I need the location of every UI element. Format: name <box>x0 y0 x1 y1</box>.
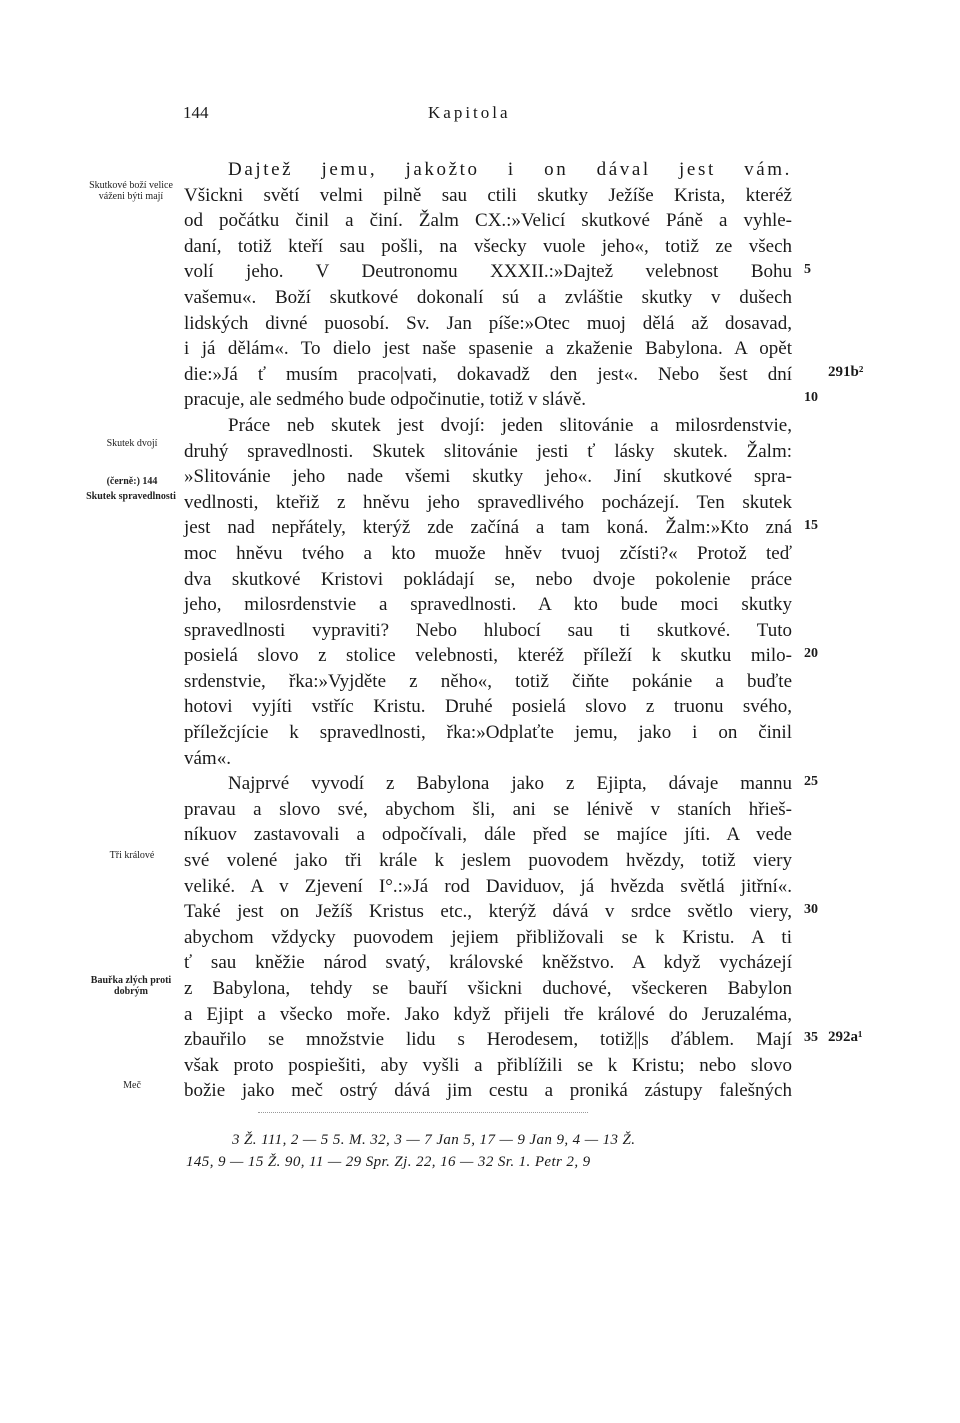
line-number-10: 10 <box>804 390 818 405</box>
line-number-20: 20 <box>804 646 818 661</box>
line-number-15: 15 <box>804 518 818 533</box>
text-line: příležcjície k spravedlnosti, řka:»Odplaťte jemu, jako i on činil <box>184 722 792 744</box>
text-line: i já dělám«. To dielo jest naše spasenie a zkaženie Babylona. A opět <box>184 338 792 360</box>
side-note-sword: Meč <box>123 1080 141 1091</box>
text-line: abychom vždycky puovodem jejiem přibližovali se k Kristu. A ti <box>184 926 792 948</box>
text-line: veliké. A v Zjevení I°.:»Já rod Daviduov, já hvězda světlá jitřní«. <box>184 875 792 897</box>
footnote-line: 3 Ž. 111, 2 — 5 5. M. 32, 3 — 7 Jan 5, 17 — 9 Jan 9, 4 — 13 Ž. <box>232 1132 636 1148</box>
text-line: dva skutkové Kristovi pokládají se, nebo dvoje pokolenie práce <box>184 568 792 590</box>
folio-marker: 291b² <box>828 364 864 380</box>
text-line: vedlnosti, kteřiž z hněvu jeho spravedlivého pocházejí. Ten skutek <box>184 491 792 513</box>
side-note-deed-of-justice: Skutek spravedlnosti <box>86 491 176 502</box>
text-line: volí jeho. V Deutronomu XXXII.:»Dajtež velebnost Bohu <box>184 261 792 283</box>
text-line: od počátku činil a činí. Žalm CX.:»Velicí skutkové Páně a vyhle- <box>184 210 792 232</box>
text-line: jest nad nepřátely, kterýž zde začíná a tam koná. Žalm:»Kto zná <box>184 517 792 539</box>
side-note-three-kings: Tři králové <box>109 850 155 861</box>
text-line: ť sau kněžie národ svatý, královské kněžstvo. A když vycházejí <box>184 952 792 974</box>
text-line: a Ejipt a všecko moře. Jako když přijeli tře králové do Jeruzaléma, <box>184 1003 792 1025</box>
text-line: zbauřilo se množstvie lidu s Herodesem, totiž||s ďáblem. Mají <box>184 1029 792 1051</box>
text-line: Také jest on Ježíš Kristus etc., kterýž dává v srdce světlo viery, <box>184 901 792 923</box>
text-line: Práce neb skutek jest dvojí: jeden slitovánie a milosrdenstvie, <box>228 414 792 436</box>
text-line: své volené jako tři krále k jeslem puovodem hvězdy, totiž viery <box>184 850 792 872</box>
side-note-storm-of-wicked: Bauřka zlých proti dobrým <box>90 975 172 997</box>
main-text <box>184 157 792 1104</box>
text-line: Všickni světí velmi pilně sau ctili skutky Ježíše Krista, kteréž <box>184 184 792 206</box>
line-number-30: 30 <box>804 902 818 917</box>
text-line: vám«. <box>184 747 231 769</box>
text-line: die:»Já ť musím praco|vati, dokavadž den jest«. Nebo šest dní <box>184 363 792 385</box>
text-line: lidských divné puosobí. Sv. Jan píše:»Otec muoj dělá až dosavad, <box>184 312 792 334</box>
text-line: druhý spravedlnosti. Skutek slitovánie jesti ť lásky skutek. Žalm: <box>184 440 792 462</box>
text-line: níkuov zastavovali a odpočívali, dále před se majíce jíti. A vede <box>184 824 792 846</box>
text-line: pracuje, ale sedmého bude odpočinutie, totiž v slávě. <box>184 389 587 411</box>
text-line: hotovi vyjíti vstříc Kristu. Druhé posielá slovo z truonu svého, <box>184 696 792 718</box>
text-line: Najprvé vyvodí z Babylona jako z Ejipta, dávaje mannu <box>228 773 792 795</box>
text-line: posielá slovo z stolice velebnosti, kteréž přílеží k skutku milo- <box>184 645 792 667</box>
text-line: Dajtež jemu, jakožto i on dával jest vám. <box>228 159 792 180</box>
text-line: pravau a slovo své, abychom šli, ani se lénivě v staních hřieš- <box>184 798 792 820</box>
side-note-black-ref: (černě:) 144 <box>106 476 158 487</box>
text-line: spravedlnosti vypraviti? Nebo hlubocí sau ti skutkové. Tuto <box>184 619 792 641</box>
page-number: 144 <box>183 103 209 122</box>
text-line: srdenstvie, řka:»Vyjděte z něho«, totiž čiňte pokánie a buďte <box>184 670 792 692</box>
line-number-25: 25 <box>804 774 818 789</box>
text-line: však proto pospiešiti, aby vyšli a přiblížili se k Kristu; nebo slovo <box>184 1054 792 1076</box>
text-line: »Slitovánie jeho nade všemi skutky jeho«. Jiní skutkové spra- <box>184 466 792 488</box>
text-line: jeho, milosrdenstvie a spravedlnosti. A kto bude moci skutky <box>184 594 792 616</box>
text-line: z Babylona, tehdy se bauří všickni duchové, všeckeren Babylon <box>184 978 792 999</box>
text-line: vašemu«. Boží skutkové dokonalí sú a zvláštie skutky v dušech <box>184 286 792 308</box>
side-note-deeds-valued: Skutkové boží velice váženi býti mají <box>89 180 173 202</box>
line-number-35: 35 <box>804 1030 818 1045</box>
footnote-line: 145, 9 — 15 Ž. 90, 11 — 29 Spr. Zj. 22, 16 — 32 Sr. 1. Petr 2, 9 <box>186 1154 591 1170</box>
text-line: božie jako meč ostrý dává jim cestu a proniká zástupy falešných <box>184 1080 792 1102</box>
running-head: Kapitola <box>428 103 511 122</box>
side-note-twofold-deed: Skutek dvojí <box>106 438 158 449</box>
text-line: moc hněvu tvého a kto muože hněv tvuoj zčísti?« Protož teď <box>184 542 792 564</box>
text-line: daní, totiž kteří sau pošli, na všecky vuole jeho«, totiž ze všech <box>184 235 792 257</box>
folio-marker: 292a¹ <box>828 1029 863 1045</box>
footnote-separator <box>258 1112 588 1113</box>
line-number-5: 5 <box>804 262 811 277</box>
